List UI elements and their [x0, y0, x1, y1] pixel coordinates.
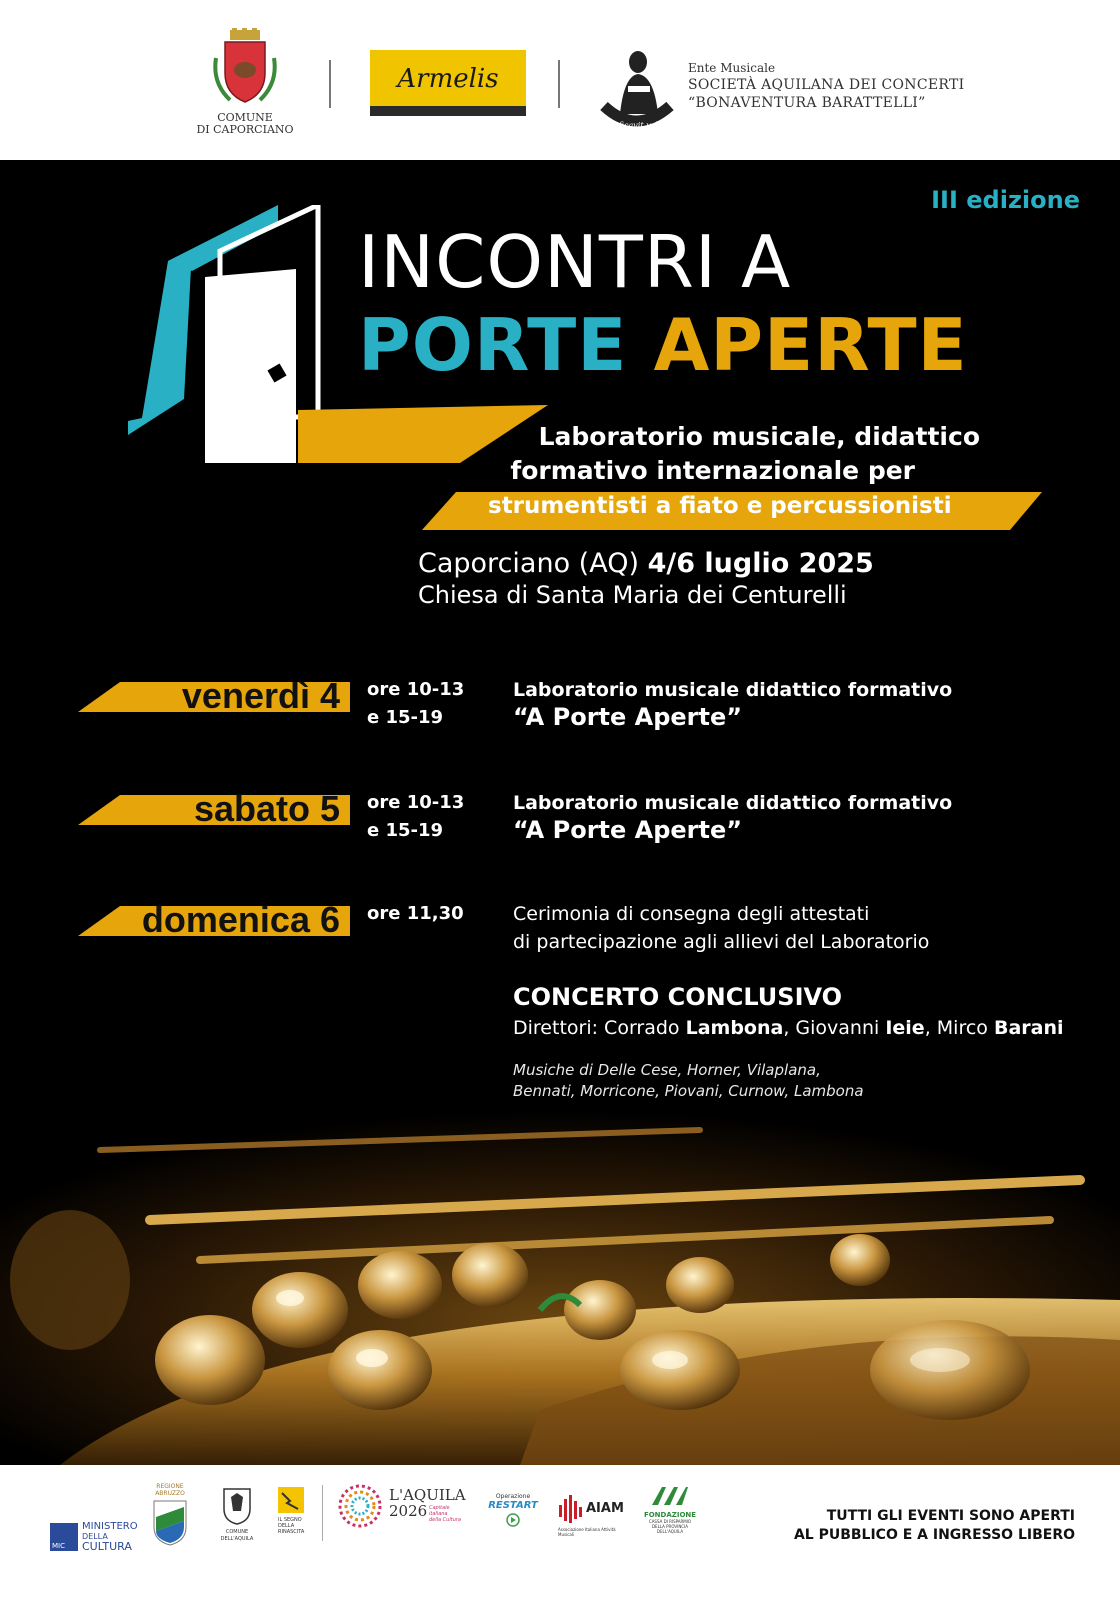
comune-caporciano-logo [190, 28, 300, 136]
aquila-shield-icon [222, 1487, 252, 1525]
aiam-bars-icon [558, 1495, 584, 1523]
aquila-2026-logo [337, 1483, 467, 1533]
aiam-label: AIAM [586, 1501, 624, 1516]
day-band-friday [78, 675, 350, 716]
footer-sponsors-bar [0, 1465, 1120, 1600]
comune-aquila-logo [212, 1487, 262, 1543]
armelis-logo-bar [370, 106, 526, 116]
time-line-1: ore 11,30 [367, 903, 464, 924]
directors-sep-1: , Giovanni [783, 1017, 886, 1039]
segno-line-2: DELLA [278, 1523, 295, 1529]
ministero-text [82, 1521, 152, 1552]
regione-abruzzo-logo [150, 1483, 190, 1551]
fondazione-line-1: FONDAZIONE [643, 1511, 697, 1519]
music-line-1: Musiche di Delle Cese, Horner, Vilaplana, [513, 1061, 821, 1079]
aquila-2026-name: L'AQUILA [389, 1486, 466, 1504]
aquila-2026-sub-1: Capitale italiana [429, 1505, 450, 1517]
ministero-line-3: CULTURA [82, 1540, 132, 1553]
saxophone-image [0, 1110, 1120, 1465]
subtitle-line-1: Laboratorio musicale, didattico [538, 422, 980, 451]
ente-small-label: Ente Musicale [688, 61, 776, 75]
activity-title: Laboratorio musicale didattico formativo [513, 679, 953, 701]
ente-text-block [688, 60, 964, 112]
restart-play-icon [506, 1513, 520, 1527]
director-1: Lambona [685, 1017, 784, 1039]
coat-of-arms-icon [210, 28, 280, 108]
title-word-aperte: APERTE [653, 303, 968, 387]
ministero-icon [50, 1523, 78, 1551]
seal-text: aedificavit urbem [601, 121, 673, 130]
subtitle-line-3: strumentisti a fiato e percussionisti [488, 493, 952, 519]
free-entry-line-1: TUTTI GLI EVENTI SONO APERTI [826, 1508, 1075, 1524]
edition-label: III edizione [931, 186, 1080, 214]
event-place: Caporciano (AQ) [418, 548, 639, 579]
header-divider [329, 60, 331, 108]
day-label: sabato 5 [193, 788, 340, 829]
subtitle-line-2: formativo internazionale per [510, 456, 915, 485]
activity-name: “A Porte Aperte” [513, 703, 743, 731]
directors-sep-2: , Mirco [924, 1017, 994, 1039]
free-entry-notice [794, 1507, 1075, 1545]
header-logos-bar [0, 0, 1120, 160]
ministero-line-1: MINISTERO [82, 1521, 138, 1532]
director-3: Barani [993, 1017, 1064, 1039]
saxophone-keys-photo [0, 1110, 1120, 1465]
time-line-1: ore 10-13 [367, 679, 465, 700]
armelis-logo [370, 50, 526, 116]
title-line-2 [358, 305, 968, 385]
restart-small-label: Operazione [495, 1493, 531, 1500]
directors-prefix: Direttori: Corrado [513, 1017, 686, 1039]
day-band-sunday [78, 899, 350, 940]
ente-name-line1: SOCIETÀ AQUILANA DEI CONCERTI [688, 77, 965, 93]
ministero-line-2: DELLA [82, 1532, 108, 1541]
music-composers [513, 1060, 864, 1102]
comune-label-line2: DI CAPORCIANO [196, 123, 294, 136]
segno-line-1: IL SEGNO [278, 1517, 302, 1523]
ceremony-line-2: di partecipazione agli allievi del Laboratorio [513, 931, 930, 953]
restart-logo [488, 1493, 538, 1531]
mic-label: MIC [52, 1542, 65, 1550]
event-venue: Chiesa di Santa Maria dei Centurelli [418, 581, 847, 609]
time-line-2: e 15-19 [367, 707, 444, 728]
armelis-logo-word: Armelis [397, 64, 499, 94]
event-location-dates [418, 548, 874, 580]
header-divider [558, 60, 560, 108]
restart-label: RESTART [488, 1500, 538, 1511]
segno-line-3: RINASCITA [278, 1529, 305, 1535]
music-line-2: Bennati, Morricone, Piovani, Curnow, Lambona [513, 1082, 864, 1100]
title-line-1: INCONTRI A [358, 220, 792, 304]
regione-shield-icon [152, 1497, 188, 1547]
comune-label-line1: COMUNE [217, 111, 273, 124]
director-2: Ieie [885, 1017, 925, 1039]
event-dates: 4/6 luglio 2025 [647, 548, 874, 579]
ceremony-line-1: Cerimonia di consegna degli attestati [513, 903, 870, 925]
day-band-saturday [78, 788, 350, 829]
concert-title: CONCERTO CONCLUSIVO [513, 983, 843, 1011]
fondazione-carispaq-logo [642, 1485, 698, 1534]
aiam-sub-label: Associazione Italiana Attività Musicali [558, 1527, 616, 1537]
time-line-2: e 15-19 [367, 820, 444, 841]
aquila-2026-year: 2026 [389, 1502, 428, 1520]
fondazione-line-3: DELLA PROVINCIA DELL'AQUILA [651, 1524, 689, 1534]
comune-aquila-label: COMUNE DELL'AQUILA [220, 1529, 254, 1542]
activity-name: “A Porte Aperte” [513, 816, 743, 844]
aquila-2026-sub-2: della Cultura [429, 1517, 461, 1523]
fondazione-line-2: CASSA DI RISPARMIO [648, 1519, 692, 1524]
title-word-porte: PORTE [358, 303, 628, 387]
regione-line-1: REGIONE [156, 1483, 184, 1490]
aquila-2026-sunburst-icon [337, 1483, 383, 1529]
rinascita-icon [278, 1487, 304, 1513]
regione-line-2: ABRUZZO [155, 1490, 185, 1497]
segno-rinascita-logo [278, 1487, 318, 1535]
day-label: domenica 6 [141, 899, 340, 940]
concert-directors [513, 1014, 1064, 1042]
time-line-1: ore 10-13 [367, 792, 465, 813]
aquila-2026-sub [429, 1505, 467, 1523]
activity-title: Laboratorio musicale didattico formativo [513, 792, 953, 814]
ente-musicale-logo [598, 44, 1018, 134]
musician-seal-icon [598, 44, 674, 134]
free-entry-line-2: AL PUBBLICO E A INGRESSO LIBERO [793, 1527, 1075, 1543]
footer-divider [322, 1485, 323, 1541]
ente-name-line2: “BONAVENTURA BARATTELLI” [688, 95, 926, 111]
day-label: venerdì 4 [181, 675, 340, 716]
fondazione-icon [650, 1485, 690, 1507]
